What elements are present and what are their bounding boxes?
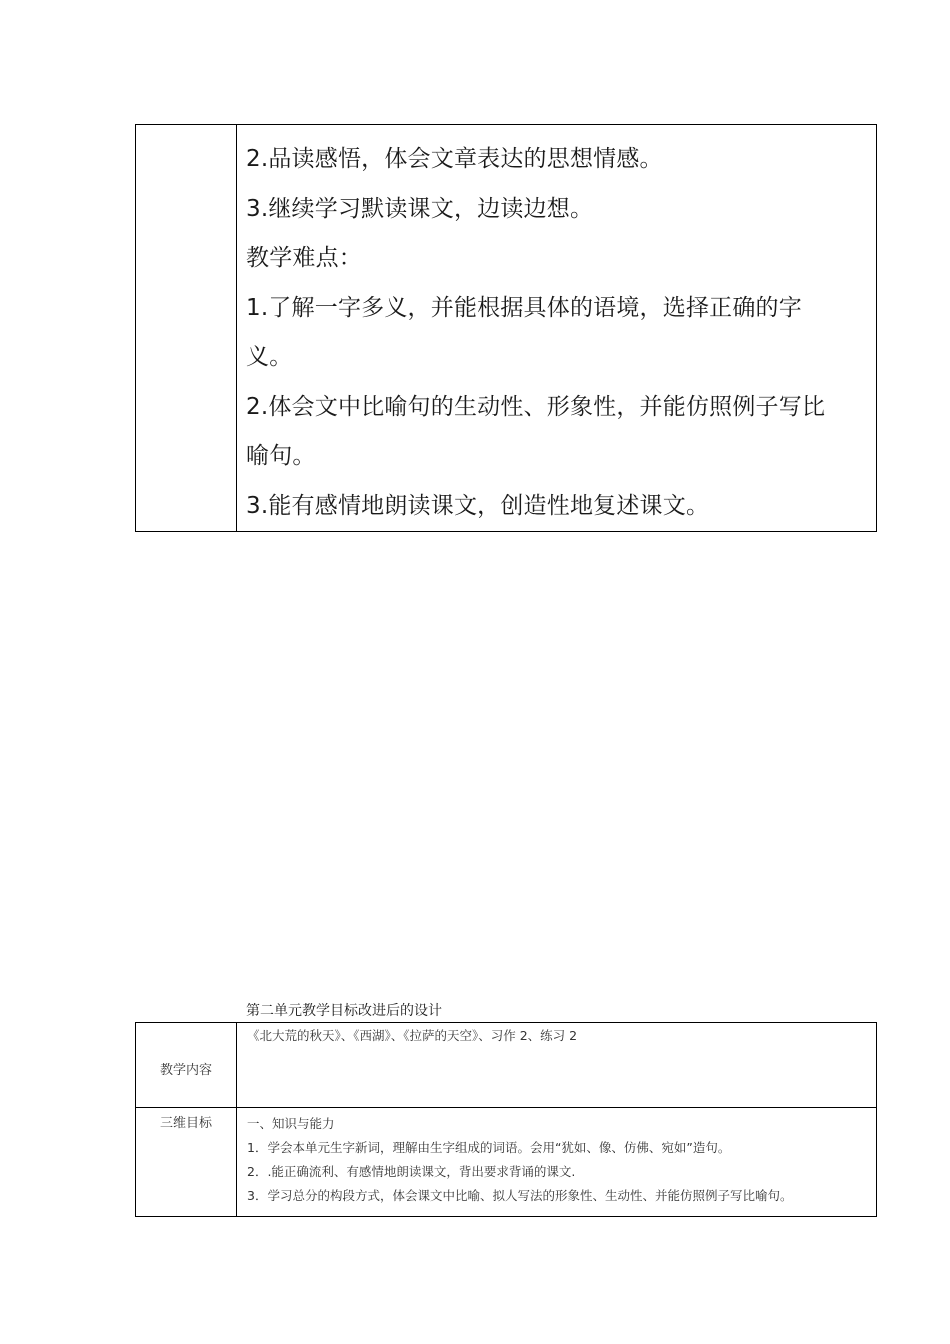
goal-line: 2．.能正确流利、有感情地朗读课文，背出要求背诵的课文.: [247, 1164, 576, 1179]
difficulty-line: 喻句。: [246, 443, 316, 469]
empty-label-cell: [136, 125, 237, 532]
section-title: 第二单元教学目标改进后的设计: [246, 1003, 442, 1019]
objective-line: 2.品读感悟，体会文章表达的思想情感。: [246, 146, 663, 172]
unit-design-table: [135, 1022, 877, 1217]
goal-line: 1．学会本单元生字新词，理解由生字组成的词语。会用“犹如、像、仿佛、宛如”造句。: [247, 1140, 731, 1155]
difficulty-heading: 教学难点：: [246, 245, 362, 271]
teaching-content-text: 《北大荒的秋天》、《西湖》、《拉萨的天空》、习作 2、练习 2: [247, 1028, 578, 1043]
goal-heading: 一、知识与能力: [247, 1116, 335, 1131]
teaching-content-cell: [237, 1023, 877, 1108]
teaching-content-label-cell: [136, 1023, 237, 1108]
objectives-table-continued: [135, 124, 877, 532]
difficulty-line: 1.了解一字多义，并能根据具体的语境，选择正确的字: [246, 294, 802, 321]
objectives-text-cell: [237, 125, 877, 532]
difficulty-line: 义。: [246, 344, 293, 370]
difficulty-line: 3.能有感情地朗读课文，创造性地复述课文。: [246, 492, 710, 519]
difficulty-line: 2.体会文中比喻句的生动性、形象性，并能仿照例子写比: [246, 393, 826, 420]
goals-label-cell: [136, 1108, 237, 1217]
goals-cell: [237, 1108, 877, 1217]
objective-line: 3.继续学习默读课文，边读边想。: [246, 195, 594, 222]
goal-line: 3．学习总分的构段方式，体会课文中比喻、拟人写法的形象性、生动性、并能仿照例子写比喻句。: [247, 1188, 793, 1203]
teaching-content-label: 教学内容: [159, 1063, 212, 1078]
goals-label: 三维目标: [159, 1116, 212, 1131]
